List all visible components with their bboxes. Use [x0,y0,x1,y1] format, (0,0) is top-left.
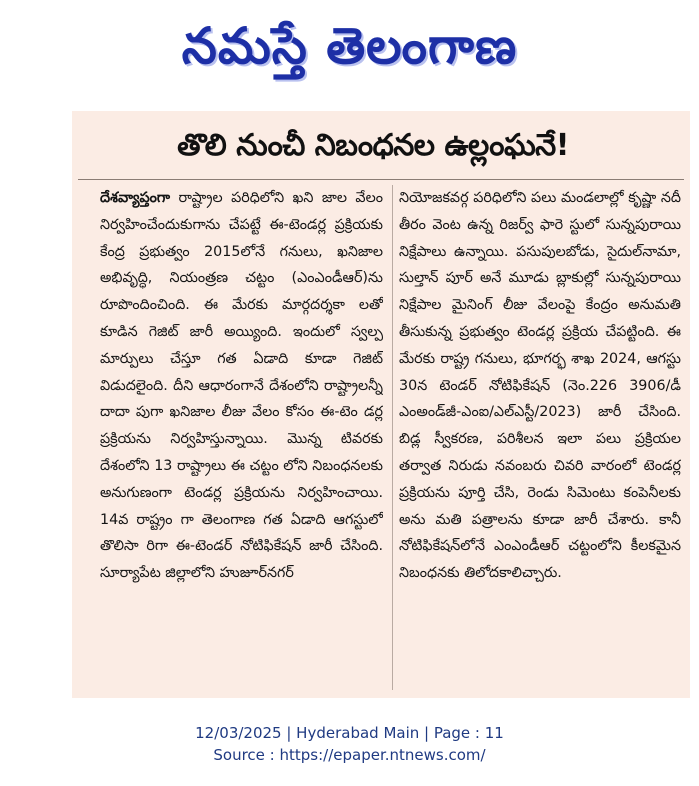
column-divider [392,185,393,690]
article-lead-word: దేశవ్యాప్తంగా [100,190,171,206]
article-left-text: రాష్ట్రాల పరిధిలోని ఖని జాల వేలం నిర్వహించేందుకుగాను చేపట్టే ఈ-టెండర్ల ప్రక్రియకు కేంద్ర ప్రభుత్వం 2015లోనే గనులు, ఖనిజాల అభివృద్ధి, నియంత్రణ చట్టం (ఎంఎండీఆర్)ను రూపొందించింది. ఈ మేరకు మార్గదర్శకా లతో కూడిన గెజిట్ జారీ అయ్యింది. ఇందులో స్వల్ప మార్పులు చేస్తూ గత ఏడాది కూడా గెజిట్ విడుదలైంది. దీని ఆధారంగానే దేశంలోని రాష్ట్రాలన్నీ దాదా పుగా ఖనిజాల లీజు వేలం కోసం ఈ-టెం డర్ల ప్రక్రియను నిర్వహిస్తున్నాయి. మొన్న టివరకు దేశంలోని 13 రాష్ట్రాలు ఈ చట్టం లోని నిబంధనలకు అనుగుణంగా టెండర్ల ప్రక్రియను నిర్వహించాయి. 14వ రాష్ట్రం గా తెలంగాణ గత ఏడాది ఆగస్టులో తొలిసా రిగా ఈ-టెండర్ నోటిఫికేషన్ జారీ చేసింది. సూర్యాపేట జిల్లాలోని హుజూర్‌నగర్ [100,190,383,582]
edition-info: 12/03/2025 | Hyderabad Main | Page : 11 [195,724,504,742]
article-right-text: నియోజకవర్గ పరిధిలోని పలు మండలాల్లో కృష్ణా నదీ తీరం వెంట ఉన్న రిజర్వ్ ఫారె స్టులో సున్నపురాయి నిక్షేపాలు ఉన్నాయి. పసుపులబోడు, సైదుల్‌నామా, సుల్తాన్ పూర్ అనే మూడు బ్లాకుల్లో సున్నపురాయి నిక్షేపాల మైనింగ్ లీజు వేలంపై కేంద్రం అనుమతి తీసుకున్న ప్రభుత్వం టెండర్ల ప్రక్రియ చేపట్టింది. ఈ మేరకు రాష్ట్ర గనులు, భూగర్భ శాఖ 2024, ఆగస్టు 30న టెండర్ నోటిఫికేషన్ (నెం.226 3906/డీ ఎంఅండ్‌జీ-ఎంఐ/ఎల్ఎస్టీ/2023) జారీ చేసింది. బిడ్ల స్వీకరణ, పరిశీలన ఇలా పలు ప్రక్రియల తర్వాత నిరుడు నవంబరు చివరి వారంలో టెండర్ల ప్రక్రియను పూర్తి చేసి, రెండు సిమెంటు కంపెనీలకు అను మతి పత్రాలను కూడా జారీ చేశారు. కానీ నోటిఫికేషన్‌లోనే ఎంఎండీఆర్ చట్టంలోని కీలకమైన నిబంధనకు తిలోదకాలిచ్చారు. [399,190,681,582]
article-column-right [399,185,681,698]
article-headline: తొలి నుంచీ నిబంధనల ఉల్లంఘనే! [177,128,569,163]
headline-divider [78,179,684,180]
masthead [0,0,699,100]
article-clipping [72,111,690,698]
headline-area [72,111,690,181]
source-link[interactable]: Source : https://epaper.ntnews.com/ [213,746,486,764]
article-column-left [100,185,383,698]
newspaper-logo: నమస్తే తెలంగాణ [181,17,518,75]
